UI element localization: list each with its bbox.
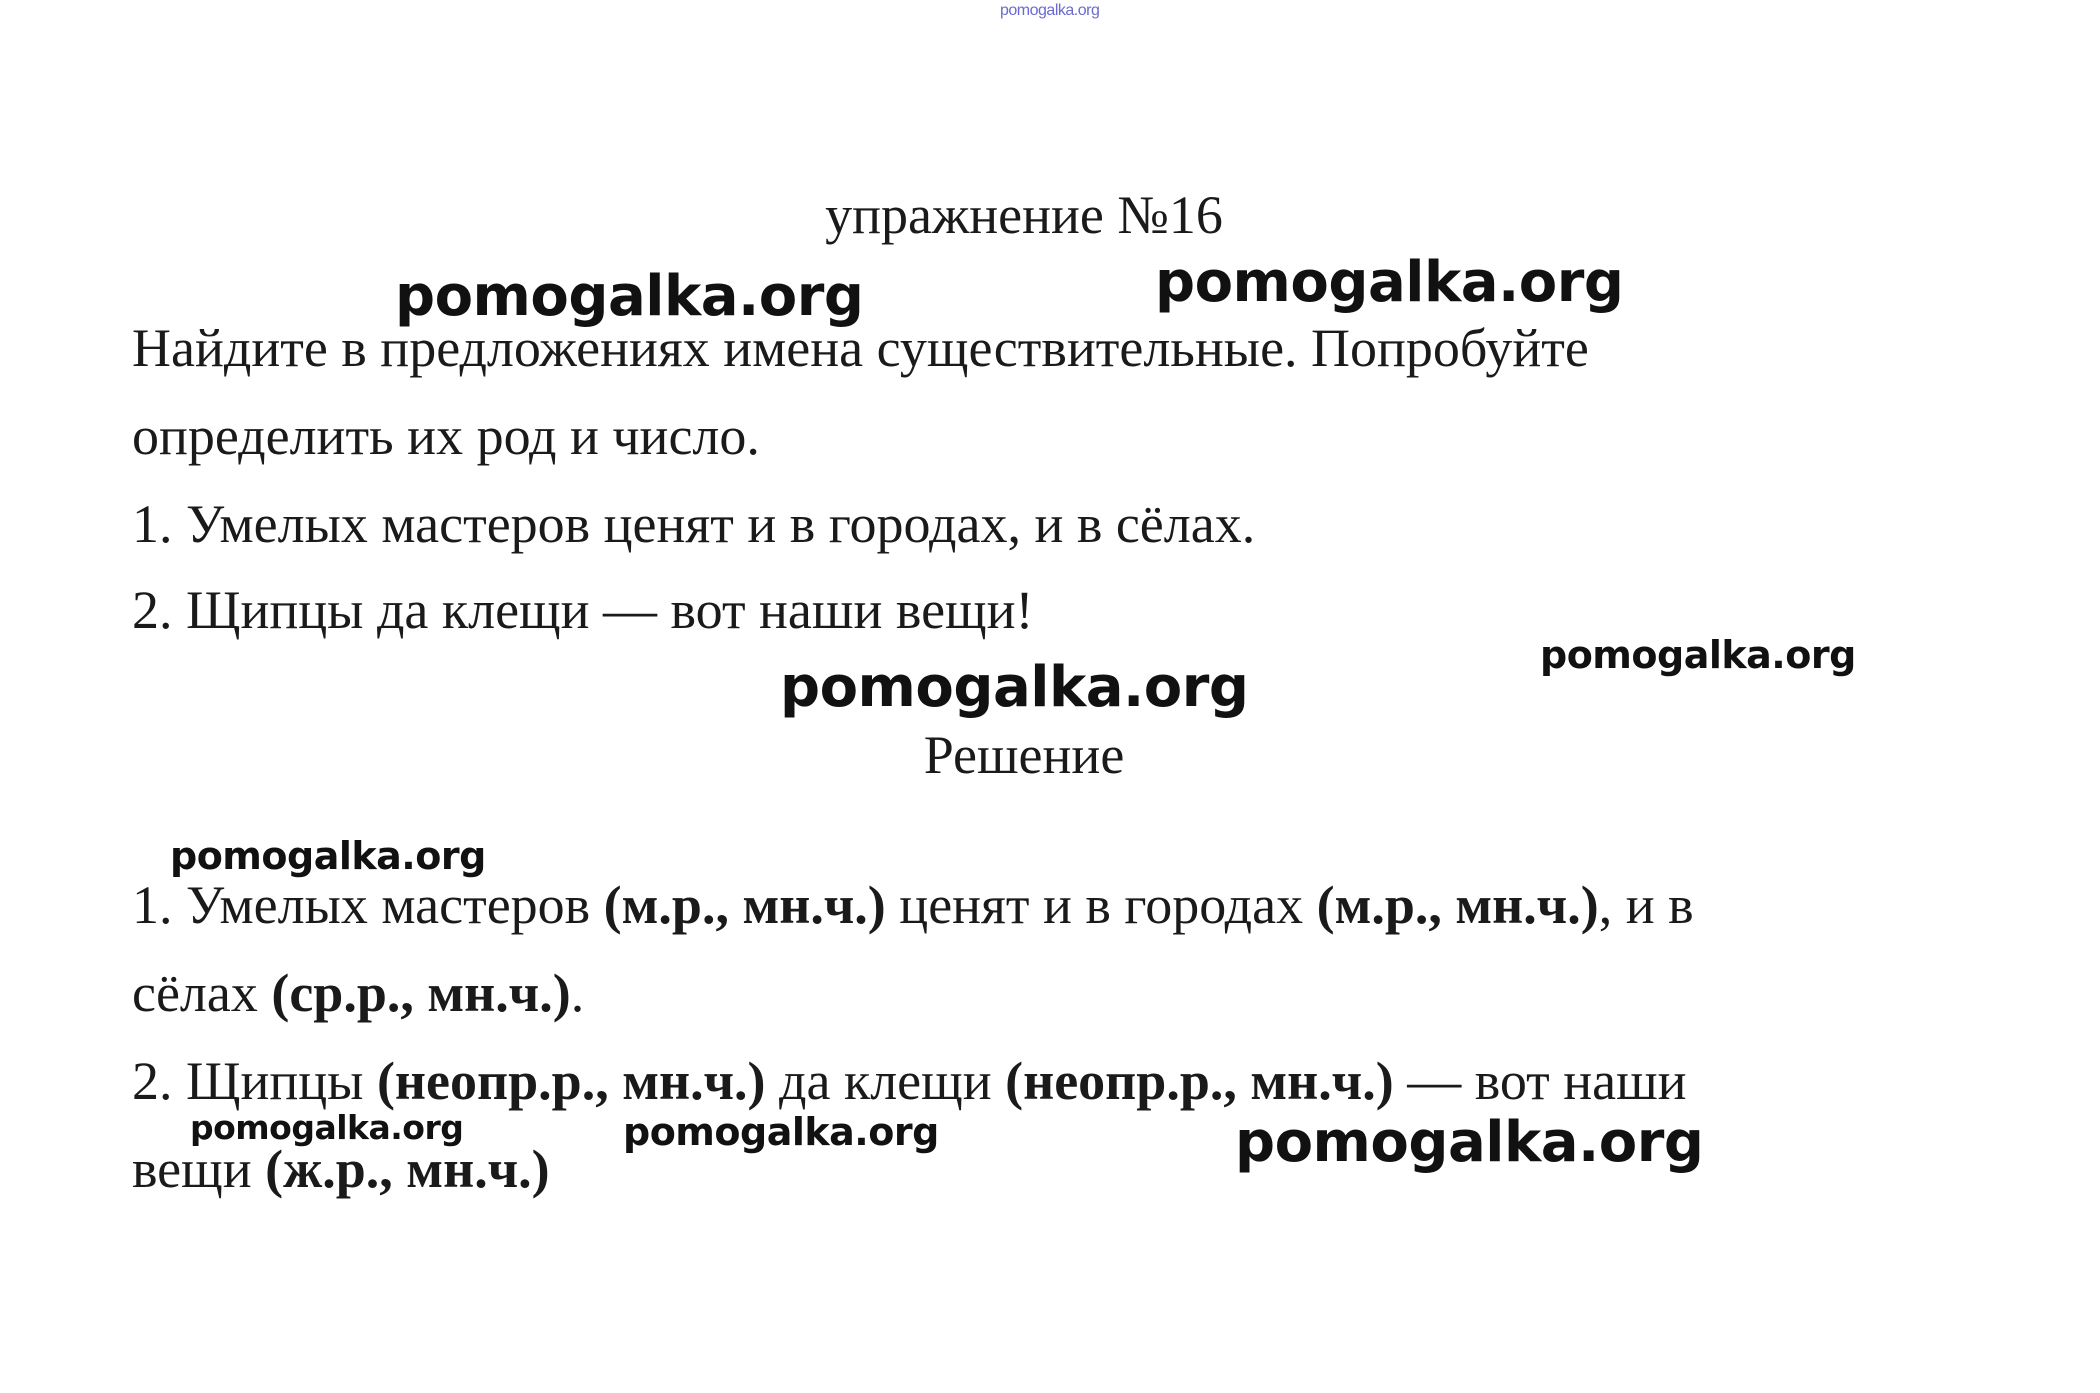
grammar-tag: (ж.р., мн.ч.) [265,1139,550,1199]
watermark: pomogalka.org [190,1108,464,1147]
watermark: pomogalka.org [1155,250,1624,315]
watermark: pomogalka.org [395,264,864,329]
solution-text: , и в [1598,875,1694,935]
grammar-tag: (м.р., мн.ч.) [1316,875,1599,935]
watermark: pomogalka.org [1235,1110,1704,1175]
grammar-tag: (м.р., мн.ч.) [603,875,886,935]
solution-text: . [570,963,585,1023]
solution-text: ценят и в городах [885,875,1317,935]
watermark: pomogalka.org [170,834,486,878]
solution-line-2 [132,963,584,1023]
task-line-1: Найдите в предложениях имена существительные. Попробуйте [132,318,1589,378]
solution-text: — вот наши [1393,1051,1687,1111]
grammar-tag: (ср.р., мн.ч.) [271,963,571,1023]
grammar-tag: (неопр.р., мн.ч.) [1005,1051,1394,1111]
solution-text: 2. Щипцы [132,1051,377,1111]
solution-line-1 [132,875,1694,935]
solution-line-3 [132,1051,1687,1111]
solution-text: да клещи [765,1051,1006,1111]
watermark: pomogalka.org [623,1110,939,1154]
solution-line-4 [132,1139,550,1199]
grammar-tag: (неопр.р., мн.ч.) [376,1051,766,1111]
solution-heading: Решение [923,725,1125,785]
solution-text: сёлах [132,963,272,1023]
task-line-2: определить их род и число. [132,406,760,466]
exercise-title: упражнение №16 [825,185,1223,245]
watermark: pomogalka.org [1540,633,1856,677]
solution-text: вещи [132,1139,266,1199]
task-sentence-1: 1. Умелых мастеров ценят и в городах, и в сёлах. [132,494,1256,554]
task-sentence-2: 2. Щипцы да клещи — вот наши вещи! [132,580,1034,640]
watermark: pomogalka.org [780,655,1249,720]
top-watermark-link[interactable]: pomogalka.org [1000,2,1100,19]
solution-text: 1. Умелых мастеров [132,875,604,935]
